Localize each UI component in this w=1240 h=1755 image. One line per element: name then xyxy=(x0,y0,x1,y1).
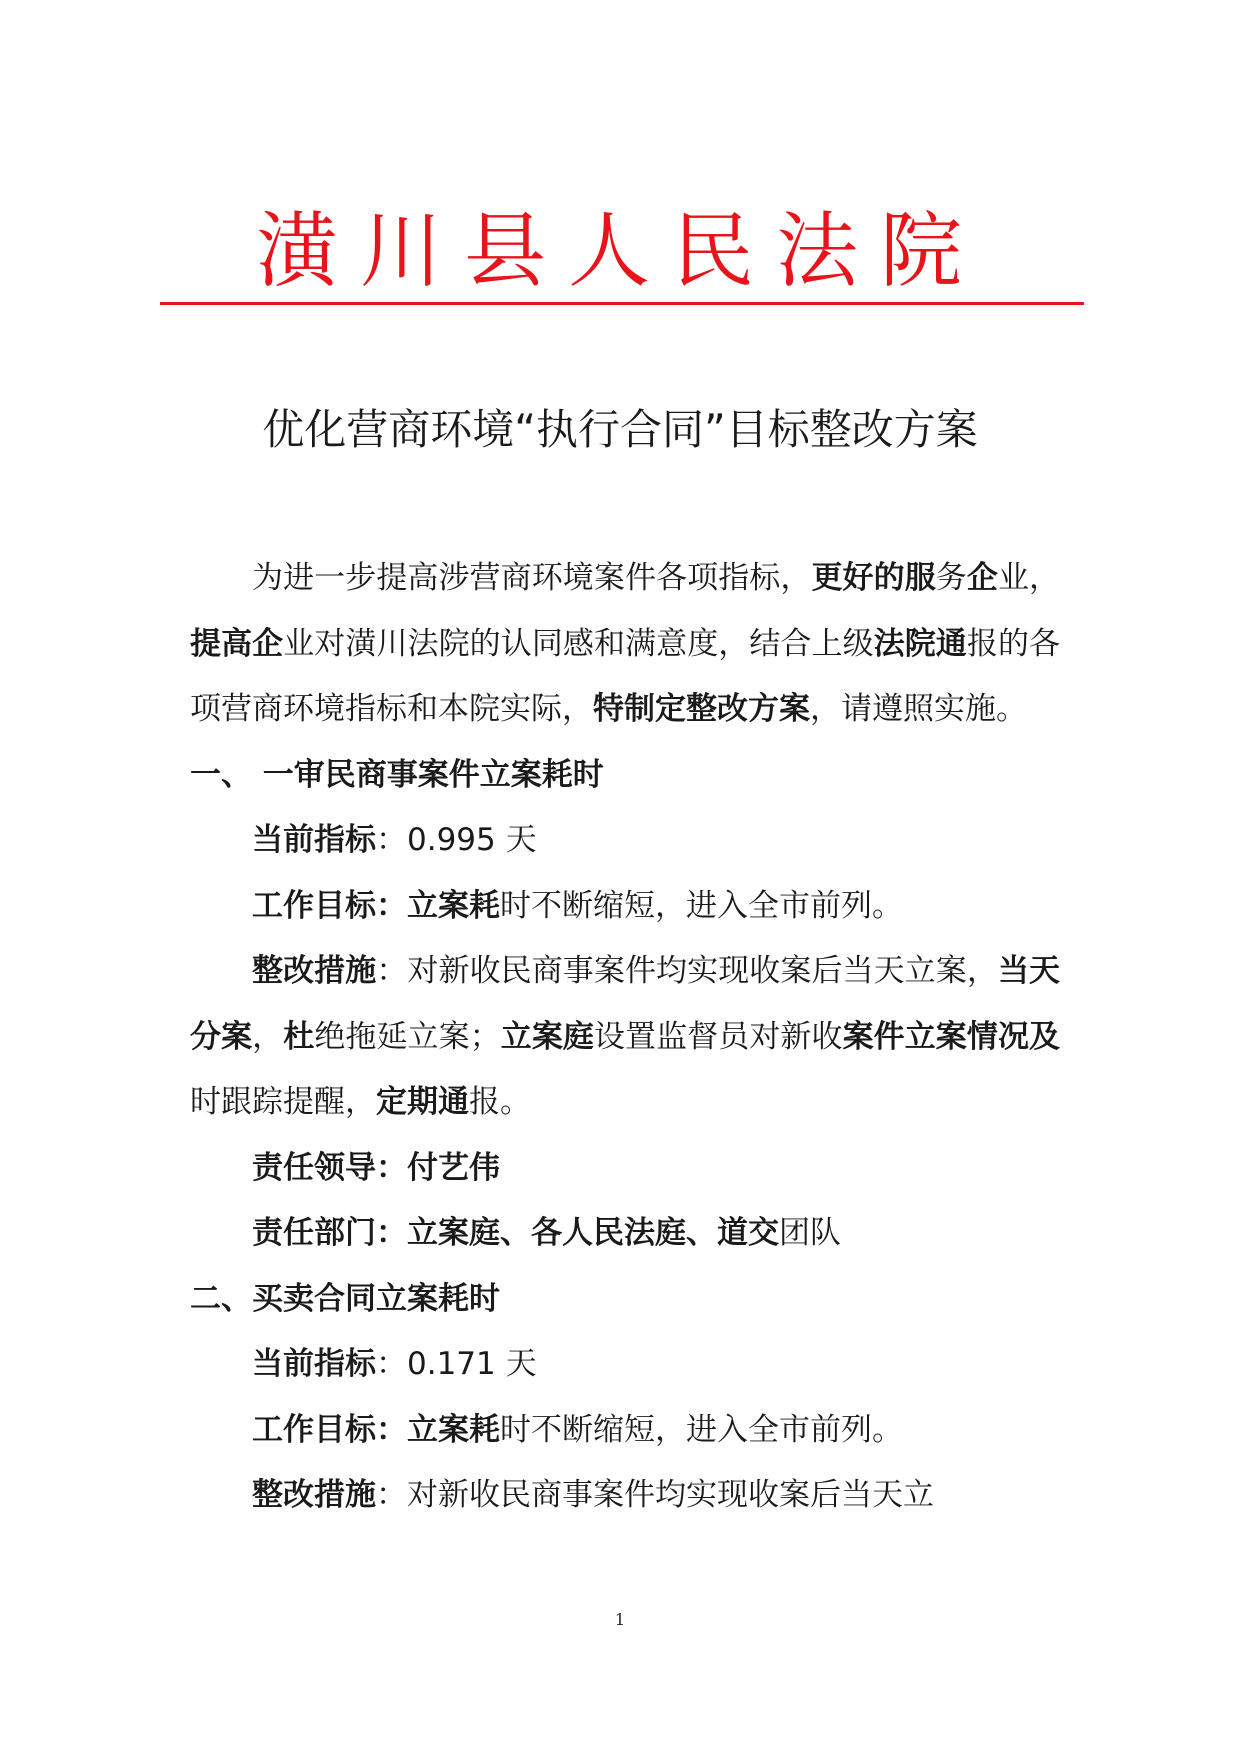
intro-bold: 特制定整改方案 xyxy=(593,691,810,727)
field-label: 整改措施 xyxy=(252,953,377,989)
header-red-rule xyxy=(160,302,1084,305)
field-label: 责任部门 xyxy=(252,1215,376,1251)
intro-text: 报的各项营商环境指标和本院实际， xyxy=(190,625,1061,727)
field-value: ， xyxy=(252,1018,284,1055)
section2-measures xyxy=(190,1463,1060,1529)
field-label: 工作目标 xyxy=(252,887,376,924)
field-value: 时不断缩短，进入全市前列。 xyxy=(500,1411,903,1448)
field-value: ：对新收民商事案件均实现收案后当天立 xyxy=(376,1477,934,1513)
field-label: 责任领导 xyxy=(252,1149,376,1186)
section2-goal xyxy=(190,1398,1060,1464)
field-value: ：立案庭、各人民法庭、道交 xyxy=(376,1215,779,1251)
section1-measures xyxy=(190,939,1060,1136)
page-number: 1 xyxy=(614,1610,626,1629)
intro-text: 业对潢川法院的认同感和满意度，结合上级 xyxy=(283,625,874,662)
document-body xyxy=(190,546,1060,1529)
field-label: 工作目标 xyxy=(252,1411,376,1448)
field-bold: 定期通 xyxy=(376,1084,469,1120)
section1-indicator xyxy=(190,808,1060,874)
intro-text: 为进一步提高涉营商环境案件各项指标， xyxy=(252,560,812,596)
section-heading-2: 二、买卖合同立案耗时 xyxy=(190,1280,500,1317)
field-value: 团队 xyxy=(779,1215,841,1251)
field-bold: 杜 xyxy=(283,1018,315,1055)
section1-leader xyxy=(190,1136,1060,1202)
field-bold: 立案庭 xyxy=(500,1018,594,1055)
field-bold: 当天分案 xyxy=(190,953,1061,1055)
field-value: ：0.171 天 xyxy=(376,1346,537,1382)
intro-text: 务 xyxy=(935,560,967,596)
intro-text: 业， xyxy=(997,560,1061,596)
intro-bold: 企 xyxy=(966,560,998,596)
field-value: ：付艺伟 xyxy=(376,1149,500,1186)
section1-department xyxy=(190,1201,1060,1267)
field-value: 时不断缩短，进入全市前列。 xyxy=(500,887,903,924)
field-bold: ：立案耗 xyxy=(376,1411,500,1448)
field-value: 报。 xyxy=(469,1084,531,1120)
field-label: 当前指标 xyxy=(252,822,376,858)
intro-bold: 法院通 xyxy=(873,625,967,662)
field-value: ：对新收民商事案件均实现收案后当天立案， xyxy=(376,953,998,989)
section2-indicator xyxy=(190,1332,1060,1398)
field-value: 时跟踪提醒， xyxy=(190,1084,376,1120)
field-value: ：0.995 天 xyxy=(376,822,537,858)
intro-text: ，请遵照实施。 xyxy=(810,691,1027,727)
field-label: 当前指标 xyxy=(252,1346,376,1382)
intro-bold: 更好的服 xyxy=(811,560,936,596)
intro-bold: 提高企 xyxy=(190,625,284,662)
section1-goal xyxy=(190,874,1060,940)
section-heading-1: 一、 一审民商事案件立案耗时 xyxy=(190,756,604,793)
field-value: 绝拖延立案； xyxy=(314,1018,501,1055)
field-bold: ：立案耗 xyxy=(376,887,500,924)
field-label: 整改措施 xyxy=(252,1477,376,1513)
field-bold: 案件立案情况及 xyxy=(842,1018,1061,1055)
field-value: 设置监督员对新收 xyxy=(593,1018,843,1055)
intro-paragraph xyxy=(190,546,1060,743)
document-title: 优化营商环境“执行合同”目标整改方案 xyxy=(262,405,978,454)
court-name-heading: 潢川县人民法院 xyxy=(255,204,984,299)
